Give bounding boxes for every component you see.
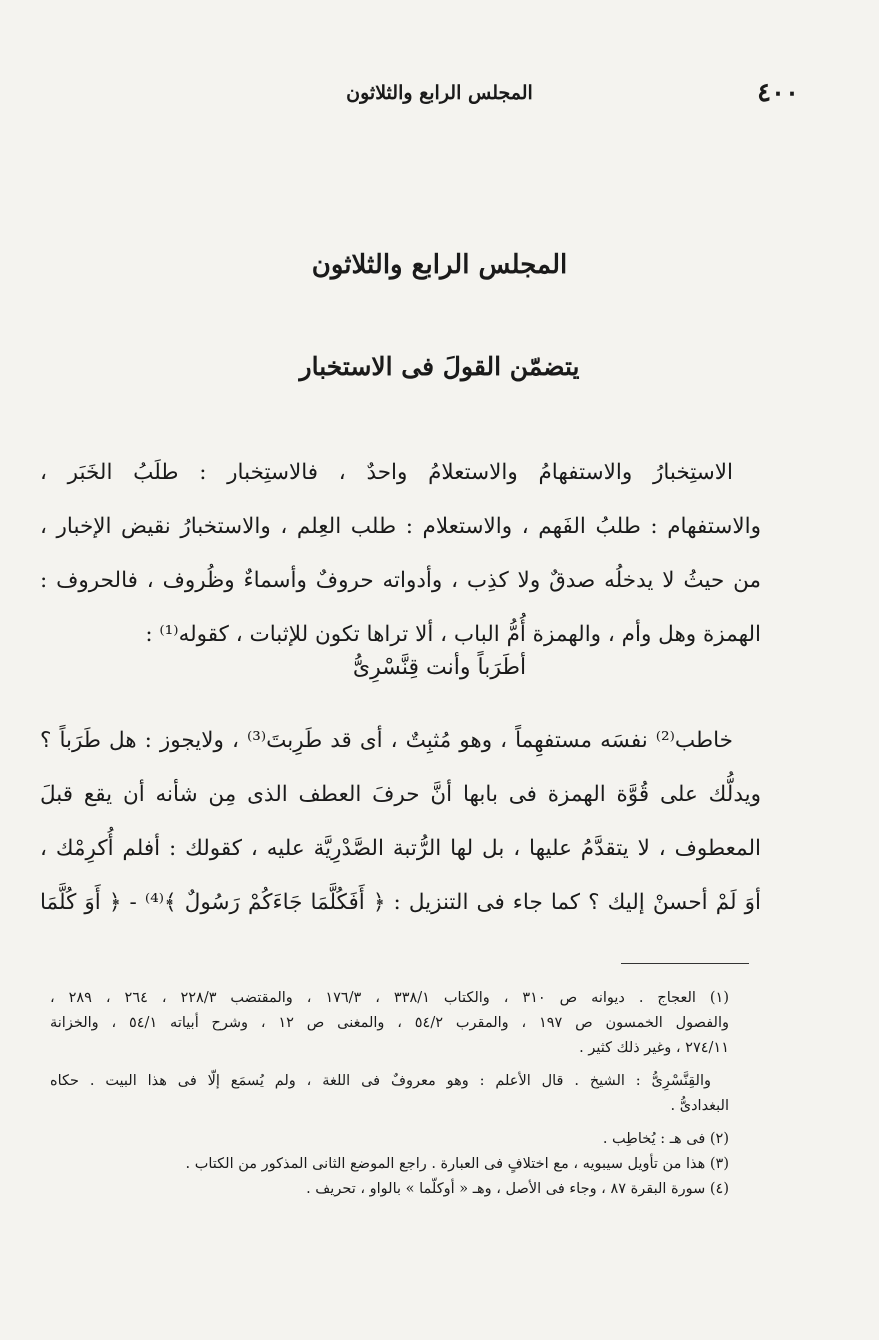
running-header: [80, 78, 799, 114]
footnote-line: ٢٧٤/١١ ، وغير ذلك كثير .: [579, 1040, 729, 1056]
body-line: من حيثُ لا يدخلُه صدقٌ ولا كذِب ، وأدواته حروفٌ وأسماءٌ وظُروف ، فالحروف :: [40, 568, 761, 593]
footnote-line: (٣) هذا من تأويل سيبويه ، مع اختلافٍ فى العبارة . راجع الموضع الثانى المذكور من الكتاب .: [185, 1156, 729, 1172]
body-line: خاطب⁽²⁾ نفسَه مستفهِماً ، وهو مُثبِتٌ ، أى قد طَرِبتَ⁽³⁾ ، ولايجوز : هل طَرَباً ؟: [40, 728, 733, 753]
footnote-line: (٤) سورة البقرة ٨٧ ، وجاء فى الأصل ، وهـ « أوكلّما » بالواو ، تحريف .: [306, 1181, 729, 1197]
chapter-title: المجلس الرابع والثلاثون: [311, 250, 568, 280]
footnote-line: والفصول الخمسون ص ١٩٧ ، والمقرب ٥٤/٢ ، والمغنى ص ١٢ ، وشرح أبياته ٥٤/١ ، والخزانة: [50, 1015, 729, 1031]
footnote-line: (٢) فى هـ : يُخاطِب .: [602, 1131, 729, 1147]
body-line: أوَ لَمْ أحسنْ إليك ؟ كما جاء فى التنزيل : ﴿ أَفَكُلَّمَا جَاءَكُمْ رَسُولٌ ﴾⁽⁴⁾ - ﴿ أَوَ كُلَّمَا: [40, 890, 761, 915]
footnote-line: (١) العجاج . ديوانه ص ٣١٠ ، والكتاب ٣٣٨/١ ، ١٧٦/٣ ، والمقتضب ٢٢٨/٣ ، ٢٦٤ ، ٢٨٩ ،: [50, 990, 729, 1006]
running-title: المجلس الرابع والثلاثون: [346, 82, 533, 104]
body-line: الاستِخبارُ والاستفهامُ والاستعلامُ واحدٌ ، فالاستِخبار : طلَبُ الخَبَر ،: [40, 460, 733, 485]
body-line: المعطوف ، لا يتقدَّمُ عليها ، بل لها الرُّتبة الصَّدْرِيَّة عليه ، كقولك : أفلم أُكرِمْك ،: [40, 836, 761, 861]
body-line: الهمزة وهل وأم ، والهمزة أُمُّ الباب ، ألا تراها تكون للإثبات ، كقوله⁽¹⁾ :: [145, 622, 761, 647]
footnotes: [50, 986, 729, 1202]
chapter-subtitle: يتضمّن القولَ فى الاستخبار: [299, 352, 580, 381]
footnote-line: البغدادىُّ .: [670, 1098, 729, 1114]
verse-line: أطَرَباً وأنت قِنَّسْرِىُّ: [352, 655, 527, 680]
body-line: والاستفهام : طلبُ الفَهم ، والاستعلام : طلب العِلم ، والاستخبارُ نقيض الإخبار ،: [40, 514, 761, 539]
footnote-line: والقِنَّسْرِىُّ : الشيخ . قال الأعلم : وهو معروفٌ فى اللغة ، ولم يُسمَع إلّا فى هذا البيت . حكاه: [50, 1073, 711, 1089]
page-number: ٤٠٠: [757, 78, 799, 108]
body-paragraph-2: [40, 714, 761, 930]
body-paragraph-1: [40, 446, 761, 662]
footnote-divider: [621, 963, 749, 964]
body-line: ويدلُّك على قُوَّة الهمزة فى بابها أنَّ حرفَ العطف الذى مِن شأنه أن يقع قبلَ: [40, 782, 761, 807]
